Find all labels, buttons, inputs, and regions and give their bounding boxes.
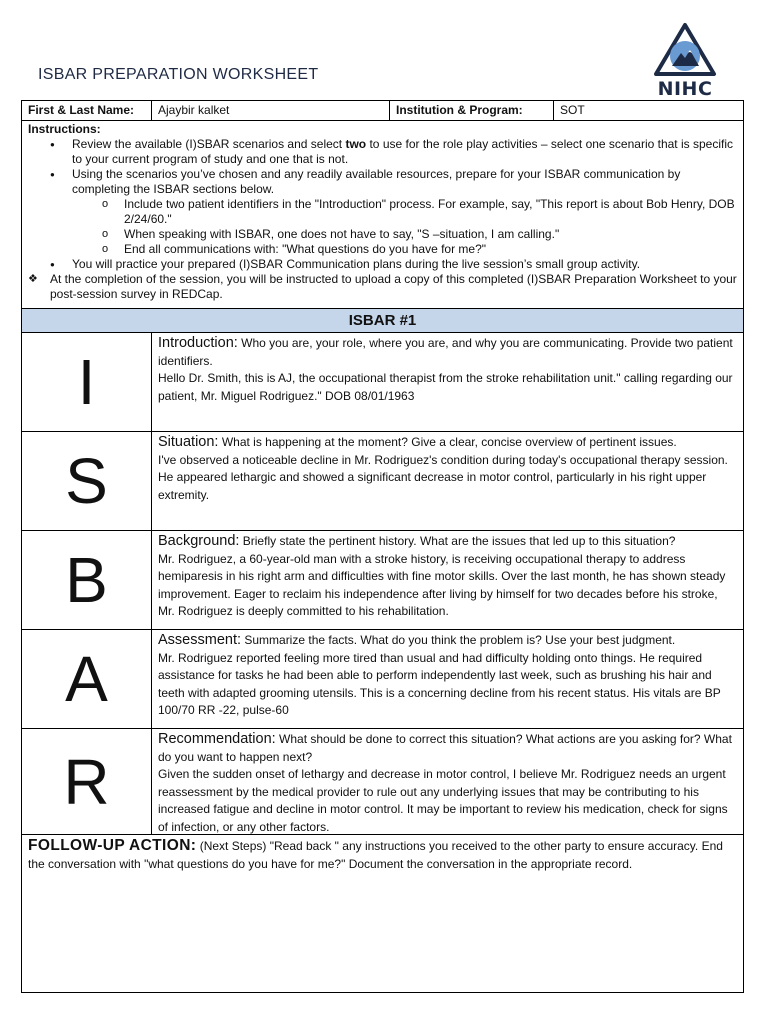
section-prompt: Summarize the facts. What do you think the problem is? Use your best judgment. bbox=[244, 633, 676, 647]
instruction-subitem: o Include two patient identifiers in the "Introduction" process. For example, say, "This report is about Bob Henry, DOB 2/24/60." bbox=[124, 197, 737, 227]
instruction-subitem: o End all communications with: "What questions do you have for me?" bbox=[124, 242, 737, 257]
section-field[interactable] bbox=[152, 531, 743, 629]
followup-field[interactable] bbox=[22, 835, 743, 992]
page-title: ISBAR PREPARATION WORKSHEET bbox=[38, 66, 319, 83]
followup-text: (Next Steps) "Read back " any instructions you received to the other party to ensure accuracy. End the conversation with "what questions do you have for me?" Document the conversation in the appropriate record. bbox=[28, 839, 723, 871]
section-response: Given the sudden onset of lethargy and decrease in motor control, I believe Mr. Rodriguez needs an urgent reassessment by the medical provider to rule out any underlying issues that may be contributing to his increased fatigue and decline in motor control. It may be important to review his medication, check for signs of infection, or any other factors. bbox=[158, 767, 728, 834]
isbar-section-situation bbox=[22, 432, 743, 531]
institution-field[interactable]: SOT bbox=[560, 103, 585, 117]
section-prompt: What should be done to correct this situation? What actions are you asking for? What do you want to happen next? bbox=[158, 732, 732, 764]
name-field[interactable]: Ajaybir kalket bbox=[152, 101, 390, 120]
logo-text: NIHC bbox=[657, 78, 713, 100]
isbar-section-background bbox=[22, 531, 743, 630]
worksheet-table bbox=[21, 100, 744, 993]
followup-title: FOLLOW-UP ACTION: bbox=[28, 837, 197, 854]
isbar-heading: ISBAR #1 bbox=[22, 309, 743, 333]
section-response: I've observed a noticeable decline in Mr. Rodriguez's condition during today's occupational therapy session. He appeared lethargic and showed a significant decrease in motor control, particularly in his right upper extremity. bbox=[158, 452, 728, 502]
section-letter: B bbox=[22, 531, 152, 629]
mountain-logo-icon bbox=[652, 22, 718, 80]
section-field[interactable] bbox=[152, 333, 743, 431]
section-field[interactable] bbox=[152, 630, 743, 728]
section-field[interactable] bbox=[152, 729, 743, 834]
upload-instruction: ❖ At the completion of the session, you will be instructed to upload a copy of this completed (I)SBAR Preparation Worksheet to your post-session survey in REDCap. bbox=[28, 272, 737, 302]
section-prompt: What is happening at the moment? Give a clear, concise overview of pertinent issues. bbox=[221, 435, 677, 449]
section-title: Situation: bbox=[158, 434, 219, 450]
isbar-section-introduction bbox=[22, 333, 743, 432]
institution-label: Institution & Program: bbox=[390, 101, 554, 120]
instruction-item: ● You will practice your prepared (I)SBAR Communication plans during the live session’s small group activity. bbox=[72, 257, 737, 272]
section-title: Recommendation: bbox=[158, 731, 276, 747]
section-letter: A bbox=[22, 630, 152, 728]
section-response: Mr. Rodriguez, a 60-year-old man with a stroke history, is receiving occupational therapy to address hemiparesis in his right arm and difficulties with fine motor skills. Over the last month, he has shown steady improvement. Eager to reclaim his independence after living by himself for two decades before his stroke, Mr. Rodriguez is deeply committed to his rehabilitation. bbox=[158, 551, 726, 618]
instruction-subitem: o When speaking with ISBAR, one does not have to say, "S –situation, I am calling." bbox=[124, 227, 737, 242]
section-title: Background: bbox=[158, 533, 240, 549]
section-response: Mr. Rodriguez reported feeling more tired than usual and had difficulty holding onto things. He required assistance for tasks he had been able to perform independently last week, such as brushing his hair and teeth with adapted grooming utensils. This is a concerning decline from his recent status. His vitals are BP 100/70 RR -22, pulse-60 bbox=[158, 650, 721, 717]
isbar-section-assessment bbox=[22, 630, 743, 729]
section-field[interactable] bbox=[152, 432, 743, 530]
section-title: Introduction: bbox=[158, 335, 238, 351]
instruction-item: ● Using the scenarios you’ve chosen and any readily available resources, prepare for your ISBAR communication by completing the ISBAR sections below. o Include two patient identifiers in the "Introduction" process. For example, say, "This report is about Bob Henry, DOB 2/24/60." o When speaking with ISBAR, one does not have to say, "S –situation, I am calling." o End all communications with: "What questions do you have for me?" bbox=[72, 167, 737, 257]
section-prompt: Briefly state the pertinent history. What are the issues that led up to this situation? bbox=[242, 534, 676, 548]
instructions-block bbox=[22, 121, 743, 309]
instruction-item: ● Review the available (I)SBAR scenarios and select two to use for the role play activities – select one scenario that is specific to your current program of study and one that is not. bbox=[72, 137, 737, 167]
section-letter: R bbox=[22, 729, 152, 834]
name-row bbox=[22, 101, 743, 121]
isbar-section-recommendation bbox=[22, 729, 743, 835]
nihc-logo bbox=[652, 22, 718, 100]
section-prompt: Who you are, your role, where you are, and why you are communicating. Provide two patient identifiers. bbox=[158, 336, 733, 368]
section-response: Hello Dr. Smith, this is AJ, the occupational therapist from the stroke rehabilitation unit." calling regarding our patient, Mr. Miguel Rodriguez." DOB 08/01/1963 bbox=[158, 371, 733, 403]
section-letter: S bbox=[22, 432, 152, 530]
section-letter: I bbox=[22, 333, 152, 431]
name-label: First & Last Name: bbox=[22, 101, 152, 120]
instructions-heading: Instructions: bbox=[28, 122, 101, 136]
section-title: Assessment: bbox=[158, 632, 241, 648]
